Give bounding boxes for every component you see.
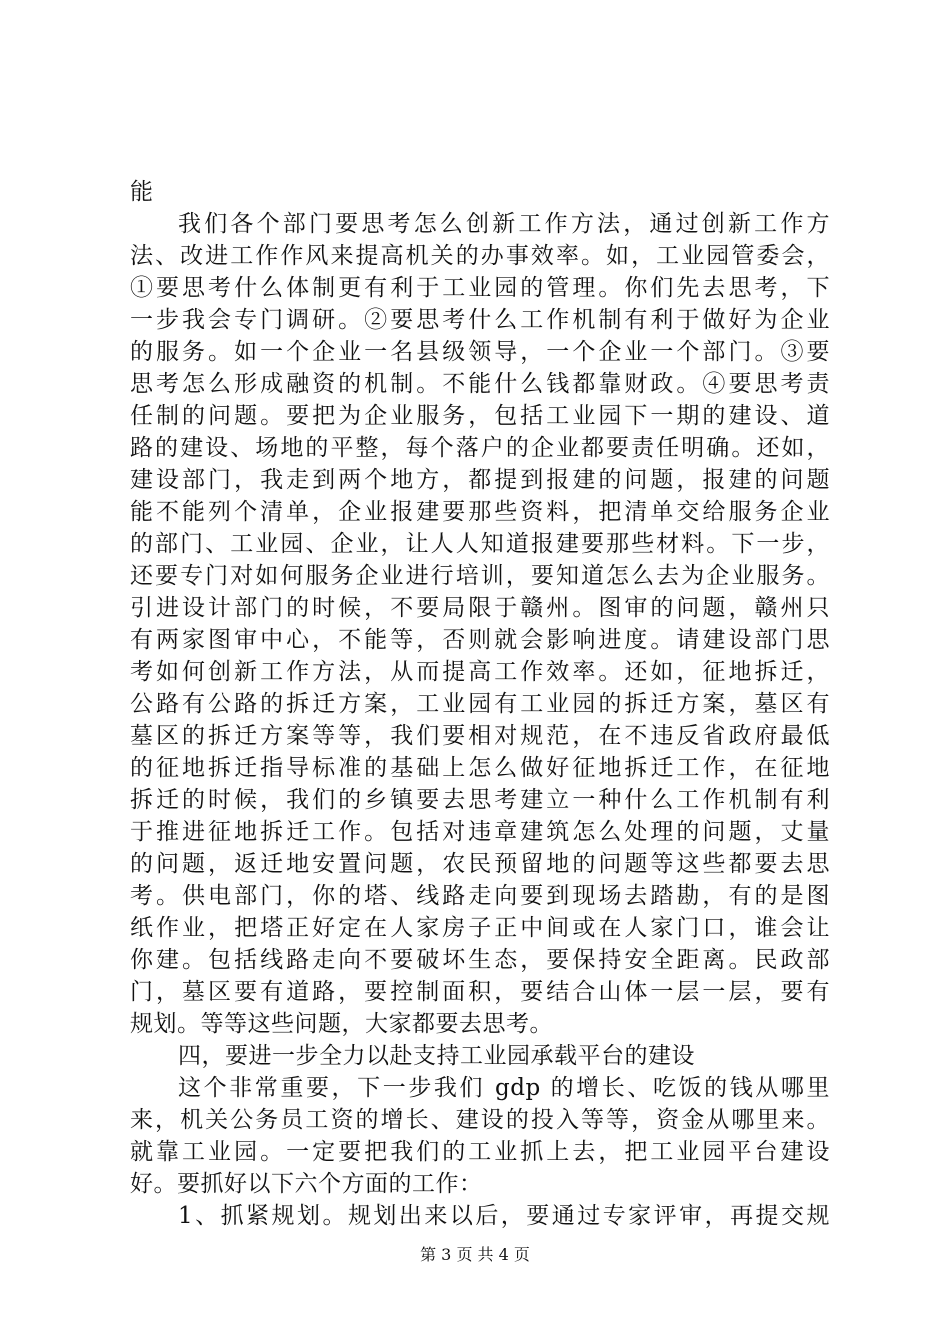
- text-line: 的问题，返迁地安置问题，农民预留地的问题等这些都要去思: [130, 851, 830, 877]
- text-line: 的部门、工业园、企业，让人人知道报建要那些材料。下一步，: [130, 531, 830, 557]
- text-line: 门，墓区要有道路，要控制面积，要结合山体一层一层，要有: [130, 979, 830, 1005]
- text-line: 的征地拆迁指导标准的基础上怎么做好征地拆迁工作，在征地: [130, 755, 830, 781]
- text-line: 于推进征地拆迁工作。包括对违章建筑怎么处理的问题，丈量: [130, 819, 830, 845]
- text-line: 的服务。如一个企业一名县级领导，一个企业一个部门。③要: [130, 339, 830, 365]
- text-line: 有两家图审中心，不能等，否则就会影响进度。请建设部门思: [130, 627, 830, 653]
- text-line: 引进设计部门的时候，不要局限于赣州。图审的问题，赣州只: [130, 595, 830, 621]
- text-line: 还要专门对如何服务企业进行培训，要知道怎么去为企业服务。: [130, 563, 830, 589]
- page-footer: 第 3 页 共 4 页: [420, 1245, 530, 1264]
- text-line: 能不能列个清单，企业报建要那些资料，把清单交给服务企业: [130, 499, 830, 525]
- text-line: 你建。包括线路走向不要破坏生态，要保持安全距离。民政部: [130, 947, 830, 973]
- text-line: 拆迁的时候，我们的乡镇要去思考建立一种什么工作机制有利: [130, 787, 830, 813]
- text-line: 一步我会专门调研。②要思考什么工作机制有利于做好为企业: [130, 307, 830, 333]
- text-line: 1、抓紧规划。规划出来以后，要通过专家评审，再提交规: [178, 1203, 830, 1229]
- text-line: 纸作业，把塔正好定在人家房子正中间或在人家门口，谁会让: [130, 915, 830, 941]
- text-line: 法、改进工作作风来提高机关的办事效率。如，工业园管委会，: [130, 243, 830, 269]
- text-line: 能: [130, 179, 154, 205]
- text-line: 考。供电部门，你的塔、线路走向要到现场去踏勘，有的是图: [130, 883, 830, 909]
- text-line: 这个非常重要，下一步我们 gdp 的增长、吃饭的钱从哪里: [178, 1075, 830, 1101]
- text-line: 好。要抓好以下六个方面的工作：: [130, 1171, 483, 1197]
- text-line: 规划。等等这些问题，大家都要去思考。: [130, 1011, 553, 1037]
- text-line: 公路有公路的拆迁方案，工业园有工业园的拆迁方案，墓区有: [130, 691, 830, 717]
- text-line: 我们各个部门要思考怎么创新工作方法，通过创新工作方: [178, 211, 830, 237]
- text-line: 思考怎么形成融资的机制。不能什么钱都靠财政。④要思考责: [130, 371, 830, 397]
- document-body: [130, 176, 830, 1232]
- text-line: 就靠工业园。一定要把我们的工业抓上去，把工业园平台建设: [130, 1139, 830, 1165]
- text-line: 任制的问题。要把为企业服务，包括工业园下一期的建设、道: [130, 403, 830, 429]
- text-line: 考如何创新工作方法，从而提高工作效率。还如，征地拆迁，: [130, 659, 830, 685]
- text-line: 四，要进一步全力以赴支持工业园承载平台的建设: [178, 1043, 695, 1069]
- text-line: 路的建设、场地的平整，每个落户的企业都要责任明确。还如，: [130, 435, 830, 461]
- text-line: 来，机关公务员工资的增长、建设的投入等等，资金从哪里来。: [130, 1107, 830, 1133]
- text-line: ①要思考什么体制更有利于工业园的管理。你们先去思考，下: [130, 275, 830, 301]
- text-line: 墓区的拆迁方案等等，我们要相对规范，在不违反省政府最低: [130, 723, 830, 749]
- text-line: 建设部门，我走到两个地方，都提到报建的问题，报建的问题: [130, 467, 830, 493]
